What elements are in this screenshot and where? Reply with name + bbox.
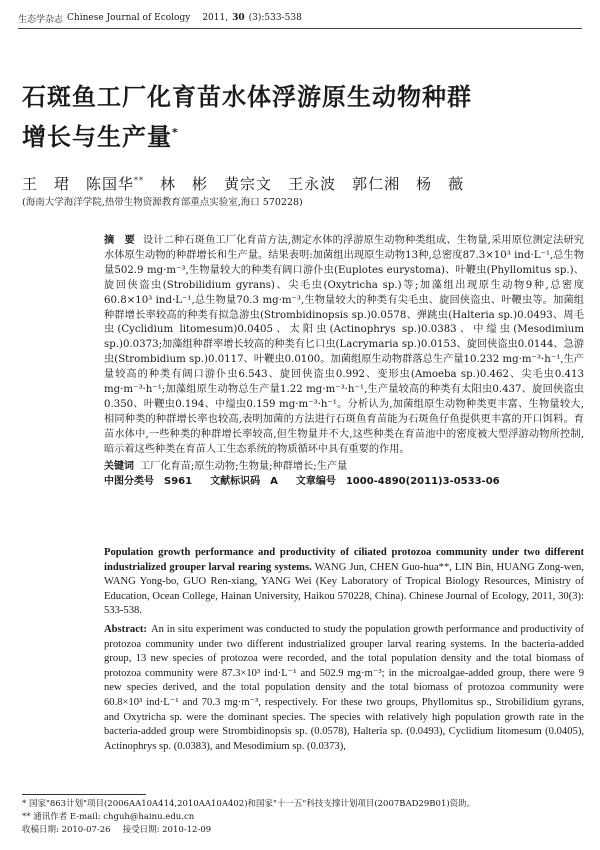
journal-name-cn: 生态学杂志 <box>18 14 64 25</box>
abstract-cn-text: 设计二种石斑鱼工厂化育苗方法,测定水体的浮游原生动物种类组成、生物量,采用原位测定法研究水体原生动物的种群增长和生产量。结果表明:加菌组出现原生动物13种,总密度87.3×10³ ind·L⁻¹,总生物量502.9 mg·m⁻³,生物量较大的种类有阔口游仆虫(Euplotes eurystoma)、叶鞭虫(Phyllomitus sp.)、旋回侠盗虫(Strobilidium gyrans)、尖毛虫(Oxytricha sp.)等;加藻组出现原生动物9种,总密度60.8×10³ ind·L⁻¹,总生物量70.3 mg·m⁻³,生物量较大的种类有尖毛虫、旋回侠盗虫、叶鞭虫等。加菌组种群增长率较高的种类有拟急游虫(Strombidinopsis sp.)0.0578、弹跳虫(Halteria sp.)0.0493、周毛虫(Cyclidium litomesum)0.0405、太阳虫(Actinophrys sp.)0.0383、中缢虫(Mesodimium sp.)0.0373;加藻组种群率增长较高的种类有匕口虫(Lacrymaria sp.)0.0153、旋回侠盗虫0.0144、急游虫(Strombidium sp.)0.0117、叶鞭虫0.0100。加菌组原生动物群落总生产量10.232 mg·m⁻³·h⁻¹,生产量较高的种类有阔口游仆虫6.543、旋回侠盗虫0.992、变形虫(Amoeba sp.)0.462、尖毛虫0.413 mg·m⁻³·h⁻¹;加藻组原生动物总生产量1.22 mg·m⁻³·h⁻¹,生产量较高的种类有太阳虫0.437、旋回侠盗虫0.350、叶鞭虫0.194、中缢虫0.159 mg·m⁻³·h⁻¹。分析认为,加菌组原生动物种类更丰富、生物量较大,相同种类的种群增长率也较高,表明加菌的方法进行石斑鱼育苗能为石斑鱼仔鱼提供更丰富的开口饵料。育苗水体中,一些种类的种群增长率较高,但生物量并不大,这些种类在育苗池中的密度被大型浮游动物所控制,暗示着这些种类在育苗人工生态系统的物质循环中具有重要的作用。 <box>104 235 584 455</box>
affiliation: (海南大学海洋学院,热带生物资源教育部重点实验室,海口 570228) <box>22 197 303 208</box>
abstract-en-label: Abstract: <box>104 623 147 635</box>
keywords-cn <box>104 460 584 475</box>
classification-line <box>104 475 584 490</box>
author-name <box>288 173 336 194</box>
english-citation: WANG Jun, CHEN Guo-hua**, LIN Bin, HUANG Zong-wen, WANG Yong-bo, GUO Ren-xiang, YANG Wei (Key Laboratory of Tropical Biology Resources, Ministry of Education, Ocean College, Hainan University, Haikou 570228, China). Chinese Journal of Ecology, 2011, 30(3): 533-538. <box>104 561 585 617</box>
author-name-text: 陈国华 <box>86 175 135 193</box>
english-title: Population growth performance and productivity of ciliated protozoa community under two different industrialized grouper larval rearing systems. <box>104 547 584 573</box>
author-name <box>224 173 272 194</box>
article-number: 文章编号 1000-4890(2011)3-0533-06 <box>295 475 500 487</box>
received-date: 收稿日期: 2010-07-26 <box>22 825 111 835</box>
journal-year: 2011, <box>202 13 229 23</box>
author-name-text: 林 彬 <box>160 175 209 193</box>
funding-note: * 国家"863计划"项目(2006AA10A414,2010AA10A402)和国家"十一五"科技支撑计划项目(2007BAD29B01)资助。 <box>22 799 476 809</box>
author-name-text: 王永波 <box>288 175 337 193</box>
author-name-text: 王 珺 <box>22 175 71 193</box>
title-footnote-mark: * <box>172 126 179 139</box>
author-name-text: 黄宗文 <box>224 175 273 193</box>
journal-name-en: Chinese Journal of Ecology <box>67 13 191 23</box>
journal-volume: 30 <box>232 13 245 23</box>
keywords-cn-label: 关键词 <box>104 460 134 472</box>
author-name-text: 郭仁湘 <box>352 175 401 193</box>
abstract-en <box>104 546 584 754</box>
document-code: 文献标识码 A <box>210 475 278 487</box>
keywords-cn-text: 工厂化育苗;原生动物;生物量;种群增长;生产量 <box>140 460 348 472</box>
footnotes <box>22 798 475 837</box>
author-name-text: 杨 薇 <box>416 175 465 193</box>
paper-title-line1: 石斑鱼工厂化育苗水体浮游原生动物种群 <box>22 83 472 111</box>
abstract-cn-label: 摘 要 <box>104 235 136 246</box>
accepted-date: 接受日期: 2010-12-09 <box>122 825 212 835</box>
author-list <box>22 173 464 194</box>
author-name <box>352 173 400 194</box>
clc-number: 中图分类号 S961 <box>104 475 193 487</box>
footnote-divider <box>22 794 146 795</box>
author-footnote-mark: ** <box>134 176 145 185</box>
corresponding-author-note: ** 通讯作者 E-mail: chguh@hainu.edu.cn <box>22 812 195 822</box>
paper-title-line2: 增长与生产量 <box>22 123 172 151</box>
running-header <box>18 8 582 29</box>
dates-line <box>22 824 475 837</box>
journal-issue-pages: (3):533-538 <box>248 13 302 23</box>
author-name <box>22 173 70 194</box>
author-name <box>416 173 464 194</box>
author-name <box>160 173 208 194</box>
abstract-cn <box>104 234 584 489</box>
paper-title <box>22 80 542 155</box>
abstract-en-text: An in situ experiment was conducted to study the population growth performance and productivity of protozoa community under two different industrialized grouper larval rearing systems. In the bacteria-added group, 13 new species of protozoa were recorded, and the total population density and the total biomass of protozoa community were 87.3×10³ ind·L⁻¹ and 502.9 mg·m⁻³; in the microalgae-added group, there were 9 new species derived, and the total population density and the total biomass of protozoa community were 60.8×10³ ind·L⁻¹ and 70.3 mg·m⁻³, respectively. For these two groups, Phyllomitus sp., Strobilidium gyrans, and Oxytricha sp. were the dominant species. The species with relatively high population growth rate in the bacteria-added group were Strombidinopsis sp. (0.0578), Halteria sp. (0.0493), Cyclidium litomesum (0.0405), Actinophrys sp. (0.0383), and Mesodimium sp. (0.0373), <box>104 623 584 752</box>
author-name <box>86 173 144 194</box>
